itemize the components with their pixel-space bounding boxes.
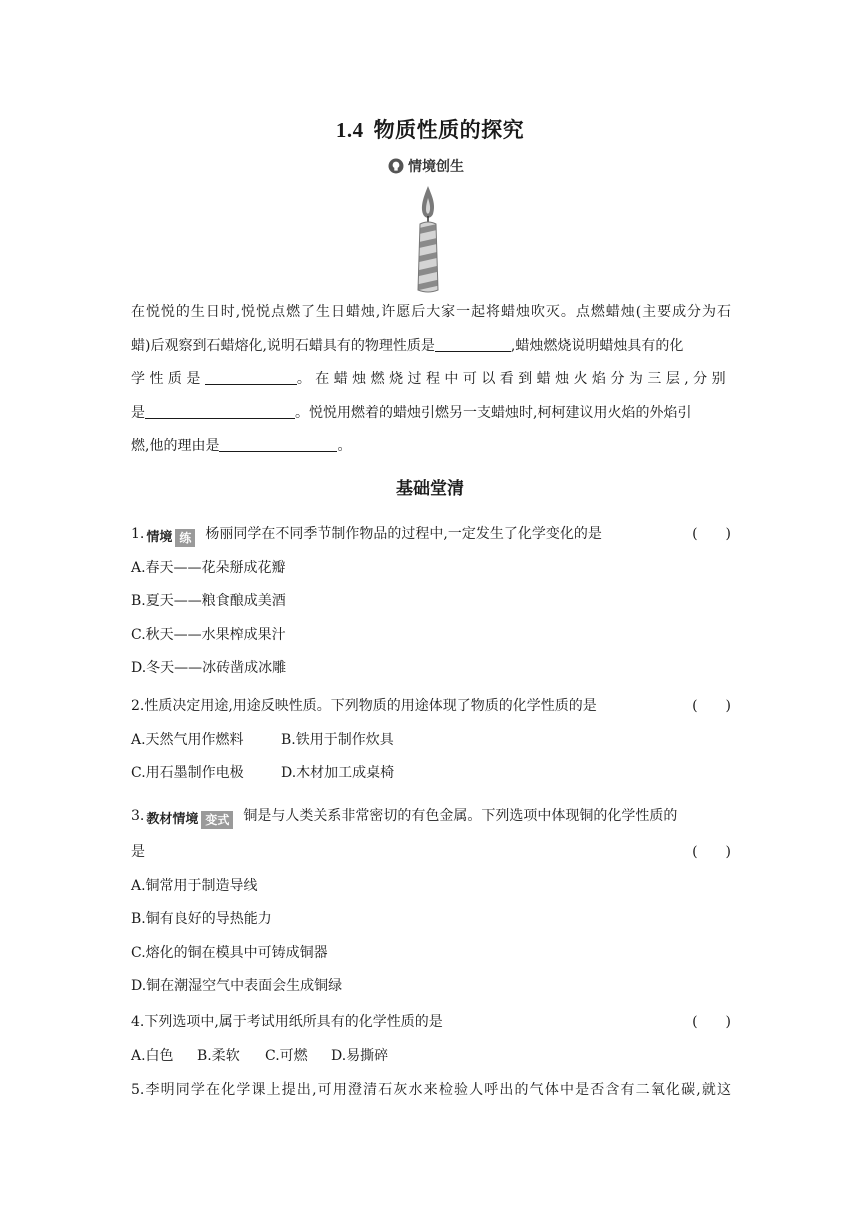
option-a: A.天然气用作燃料 [131,731,244,748]
question-number: 3. [131,808,145,824]
lightbulb-icon [388,158,404,174]
option-a: A.铜常用于制造导线 [131,877,258,894]
intro-paragraph [131,296,731,464]
intro-text: 。悦悦用燃着的蜡烛引燃另一支蜡烛时,柯柯建议用火焰的外焰引 [295,404,692,421]
intro-line-2 [131,330,731,364]
intro-line-5 [131,430,731,464]
answer-paren[interactable]: ( ) [692,526,731,542]
question-5 [131,1074,731,1108]
question-stem-continued [131,836,731,870]
intro-line-4 [131,397,731,431]
option-b: B.柔软 [197,1047,240,1064]
question-stem [131,518,731,552]
option-row [131,757,731,791]
title-text: 物质性质的探究 [373,117,525,142]
candle-illustration [410,184,446,294]
option-d: D.易撕碎 [331,1047,389,1064]
intro-line-3 [131,363,731,397]
option-b: B.夏天——粮食酿成美酒 [131,593,286,609]
option-row [131,1040,731,1074]
question-2 [131,690,731,791]
question-text: 2.性质决定用途,用途反映性质。下列物质的用途体现了物质的化学性质的是 [131,698,597,714]
option-row [131,724,731,758]
option-c: C.秋天——水果榨成果汁 [131,626,286,643]
option-c: C.用石墨制作电极 [131,765,244,781]
question-badge [146,529,195,547]
question-stem [131,796,731,836]
question-text: 5.李明同学在化学课上提出,可用澄清石灰水来检验人呼出的气体中是否含有二氧化碳,就这 [131,1082,731,1098]
question-number: 1. [131,526,145,542]
option-c: C.可燃 [265,1047,308,1064]
scene-tag [388,156,464,176]
scene-tag-label: 情境创生 [408,159,464,175]
answer-blank-flame-layers[interactable] [145,402,295,419]
section-number: 1.4 [335,118,364,142]
option-a: A.春天——花朵掰成花瓣 [131,559,286,576]
answer-paren[interactable]: ( ) [692,1014,731,1030]
intro-text: 。 在 蜡 烛 燃 烧 过 程 中 可 以 看 到 蜡 烛 火 焰 分 为 三 层 , 分 别 [296,371,726,387]
answer-blank-chemical-property[interactable] [205,368,297,385]
answer-blank-reason[interactable] [219,435,337,452]
badge-label: 教材情境 [146,812,199,827]
intro-line-1: 在悦悦的生日时,悦悦点燃了生日蜡烛,许愿后大家一起将蜡烛吹灭。点燃蜡烛(主要成分为石 [131,304,731,320]
question-3 [131,796,731,1004]
badge-tag: 变式 [201,811,233,829]
section-title: 基础堂清 [396,479,464,499]
question-text: 铜是与人类关系非常密切的有色金属。下列选项中体现铜的化学性质的 [243,808,678,824]
intro-text: 燃,他的理由是 [131,438,220,454]
question-stem [131,1006,731,1040]
question-stem [131,690,731,724]
option-d: D.冬天——冰砖凿成冰雕 [131,660,287,676]
answer-blank-physical-property[interactable] [435,335,511,352]
answer-paren[interactable]: ( ) [692,844,731,860]
intro-text: ,蜡烛燃烧说明蜡烛具有的化 [510,337,684,354]
option-b: B.铜有良好的导热能力 [131,911,272,927]
option-d: D.木材加工成桌椅 [281,765,395,781]
question-text: 是 [131,844,145,860]
answer-paren[interactable]: ( ) [692,698,731,714]
intro-text: 学 性 质 是 [131,371,201,387]
option-d: D.铜在潮湿空气中表面会生成铜绿 [131,978,343,994]
question-text: 杨丽同学在不同季节制作物品的过程中,一定发生了化学变化的是 [205,526,602,542]
question-1 [131,518,731,686]
option-c: C.熔化的铜在模具中可铸成铜器 [131,944,328,961]
page-title [0,114,860,144]
badge-label: 情境 [146,530,173,545]
question-badge [146,811,233,829]
intro-text: 蜡)后观察到石蜡熔化,说明石蜡具有的物理性质是 [131,337,435,354]
question-text: 4.下列选项中,属于考试用纸所具有的化学性质的是 [131,1014,443,1030]
option-b: B.铁用于制作炊具 [281,731,394,748]
badge-tag: 练 [175,529,195,547]
intro-text: 是 [131,404,145,421]
question-4 [131,1006,731,1073]
option-a: A.白色 [131,1047,174,1064]
intro-text: 。 [337,438,352,454]
